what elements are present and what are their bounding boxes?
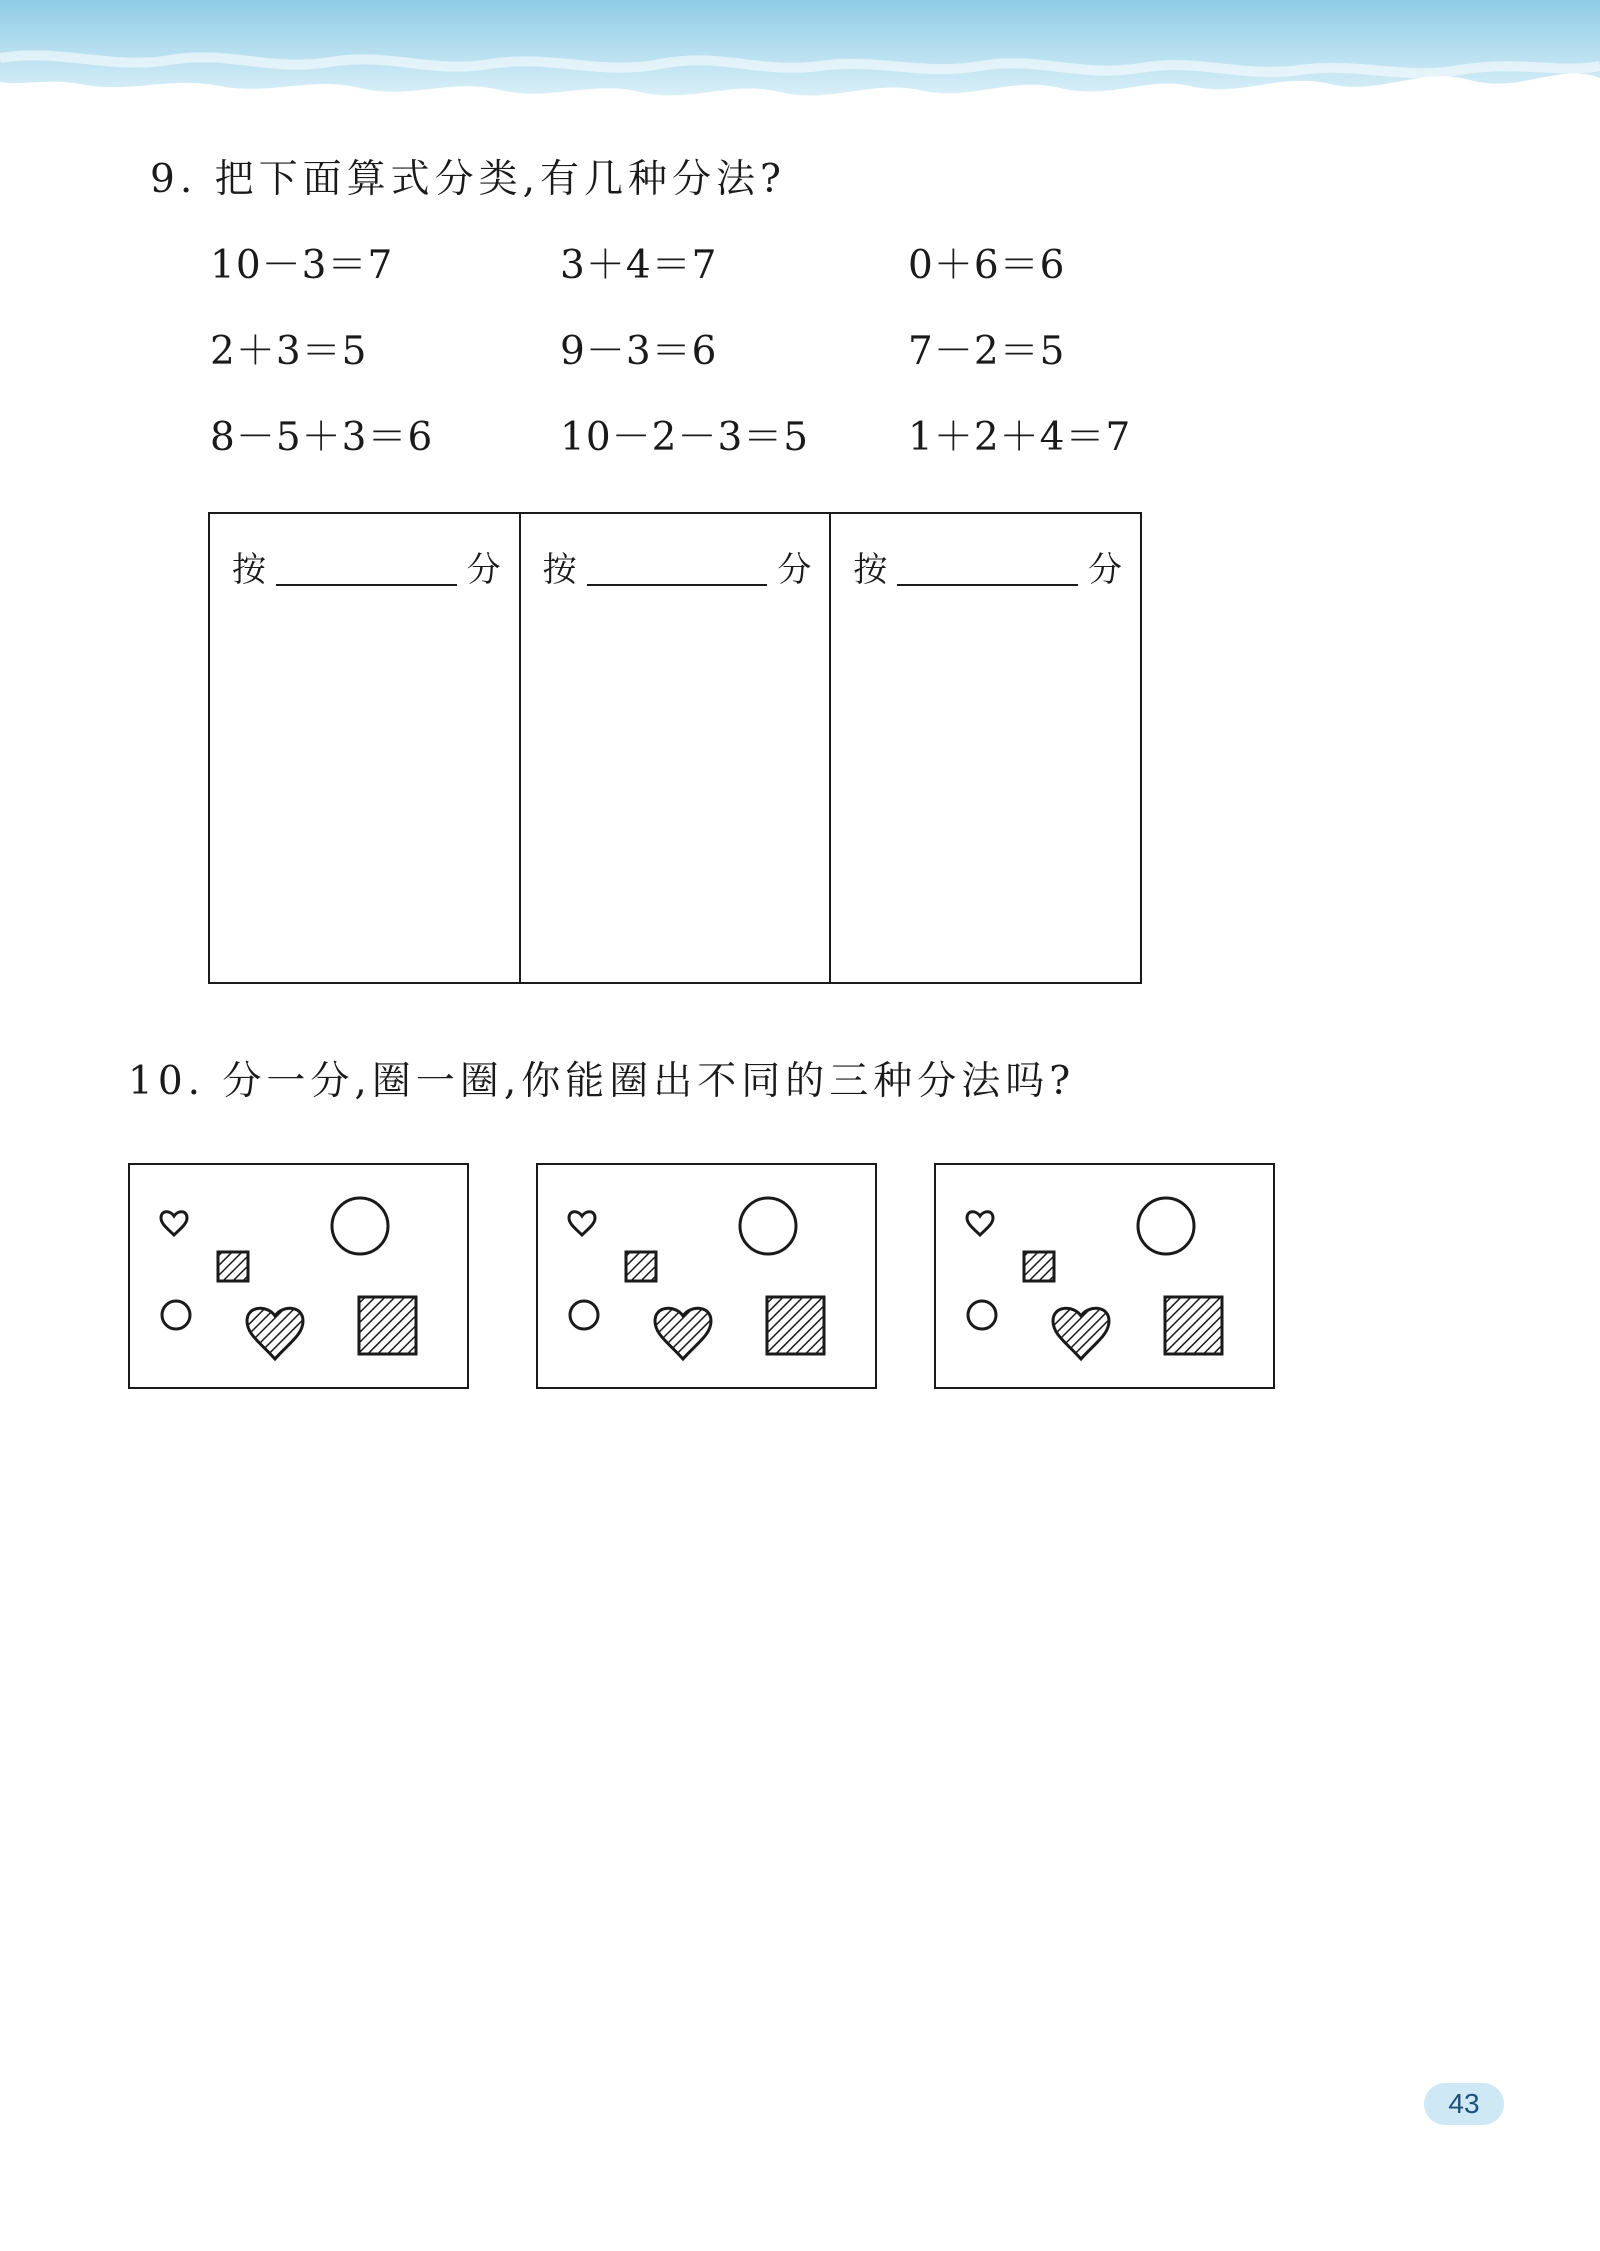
fill-in-blank[interactable] [276,584,457,586]
large-hatched-square-icon [767,1297,824,1354]
fill-in-blank[interactable] [587,584,768,586]
small-heart-icon [569,1212,595,1235]
classification-column[interactable] [831,514,1140,982]
large-circle-icon [1138,1198,1194,1254]
small-hatched-square-icon [218,1252,248,1281]
equation: 10－3＝7 [210,243,394,288]
small-hatched-square-icon [1024,1252,1054,1281]
small-circle-icon [570,1301,598,1329]
equation: 7－2＝5 [908,329,1066,374]
equation: 2＋3＝5 [210,329,368,374]
equation: 0＋6＝6 [908,243,1066,288]
shape-grouping-box-2[interactable] [536,1163,877,1389]
fill-in-blank[interactable] [897,584,1078,586]
column-heading [853,542,1123,590]
column-suffix: 分 [777,550,812,590]
equation: 8－5＋3＝6 [210,415,434,460]
shape-grouping-box-3[interactable] [934,1163,1275,1389]
large-hatched-square-icon [359,1297,416,1354]
small-circle-icon [162,1301,190,1329]
equation: 1＋2＋4＝7 [908,415,1132,460]
column-prefix: 按 [542,550,577,590]
sky-cloud-header [0,0,1600,150]
equation: 10－2－3＝5 [560,415,810,460]
small-circle-icon [968,1301,996,1329]
question-10-title: 10. 分一分,圈一圈,你能圈出不同的三种分法吗? [128,1059,1076,1104]
large-circle-icon [332,1198,388,1254]
small-heart-icon [967,1212,993,1235]
shape-grouping-box-1[interactable] [128,1163,469,1389]
column-suffix: 分 [1088,550,1123,590]
column-prefix: 按 [853,550,888,590]
hatched-heart-icon [1053,1308,1109,1359]
classification-table [208,512,1142,984]
classification-column[interactable] [210,514,521,982]
small-hatched-square-icon [626,1252,656,1281]
equation: 3＋4＝7 [560,243,718,288]
classification-column[interactable] [521,514,832,982]
large-hatched-square-icon [1165,1297,1222,1354]
question-9-title: 9. 把下面算式分类,有几种分法? [150,157,786,202]
large-circle-icon [740,1198,796,1254]
hatched-heart-icon [655,1308,711,1359]
page-number: 43 [1424,2083,1504,2125]
column-heading [542,542,812,590]
column-heading [232,542,501,590]
hatched-heart-icon [247,1308,303,1359]
column-suffix: 分 [466,550,501,590]
column-prefix: 按 [232,550,266,590]
equation: 9－3＝6 [560,329,718,374]
small-heart-icon [161,1212,187,1235]
